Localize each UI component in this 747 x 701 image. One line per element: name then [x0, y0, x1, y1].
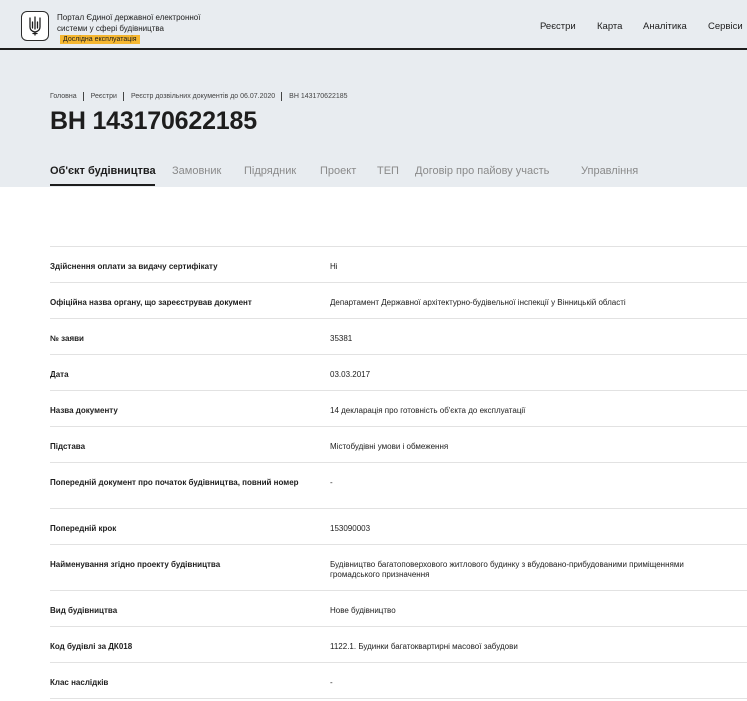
table-row	[50, 391, 747, 427]
row-value: Ні	[330, 262, 338, 271]
row-value: 1122.1. Будинки багатоквартирні масової забудови	[330, 642, 518, 651]
row-value: Містобудівні умови і обмеження	[330, 442, 449, 451]
row-label: Офіційна назва органу, що зареєстрував документ	[50, 298, 252, 307]
table-row	[50, 427, 747, 463]
table-row	[50, 627, 747, 663]
row-label: Попередній документ про початок будівництва, повний номер	[50, 478, 299, 487]
breadcrumb-current: ВН 143170622185	[289, 93, 348, 100]
row-label: Попередній крок	[50, 524, 117, 533]
active-tab-indicator	[50, 184, 155, 186]
row-label: Найменування згідно проекту будівництва	[50, 560, 221, 569]
breadcrumb-registries[interactable]: Реєстри	[90, 93, 117, 100]
tab-management[interactable]: Управління	[581, 165, 639, 177]
breadcrumb	[50, 92, 348, 101]
tab-customer[interactable]: Замовник	[172, 165, 222, 177]
table-row	[50, 283, 747, 319]
row-value: -	[330, 478, 333, 487]
table-row	[50, 545, 747, 591]
row-label: Здійснення оплати за видачу сертифікату	[50, 262, 218, 271]
table-row	[50, 247, 747, 283]
table-row	[50, 663, 747, 699]
row-value: Департамент Державної архітектурно-будівельної інспекції у Вінницькій області	[330, 298, 626, 307]
table-row	[50, 319, 747, 355]
table-row	[50, 355, 747, 391]
row-value: 03.03.2017	[330, 370, 371, 379]
tab-construction-object[interactable]: Об'єкт будівництва	[50, 165, 156, 177]
row-value: 14 декларація про готовність об'єкта до експлуатації	[330, 406, 526, 415]
portal-logo[interactable]	[21, 11, 49, 41]
site-header	[0, 0, 747, 50]
breadcrumb-separator	[123, 92, 124, 101]
row-label: Назва документу	[50, 406, 118, 415]
details-table	[50, 246, 747, 699]
row-label: Клас наслідків	[50, 678, 109, 687]
row-value: 153090003	[330, 524, 371, 533]
trident-icon	[27, 16, 43, 36]
row-value: Нове будівництво	[330, 606, 396, 615]
nav-services[interactable]: Сервіси	[708, 21, 743, 32]
portal-title[interactable]	[57, 13, 217, 45]
page-title: ВН 143170622185	[50, 107, 257, 135]
nav-registries[interactable]: Реєстри	[540, 21, 576, 32]
tab-contractor[interactable]: Підрядник	[244, 165, 297, 177]
row-value: 35381	[330, 334, 353, 343]
beta-badge: Дослідна експлуатація	[60, 35, 140, 44]
portal-title-text: Портал Єдиної державної електронної системи у сфері будівництва	[57, 13, 201, 33]
tab-tep[interactable]: ТЕП	[377, 165, 399, 177]
row-value: -	[330, 678, 333, 687]
nav-map[interactable]: Карта	[597, 21, 623, 32]
row-label: № заяви	[50, 334, 84, 343]
row-label: Дата	[50, 370, 69, 379]
tab-share-agreement[interactable]: Договір про пайову участь	[415, 165, 550, 177]
breadcrumb-registry[interactable]: Реєстр дозвільних документів до 06.07.2020	[130, 93, 276, 100]
tab-project[interactable]: Проект	[320, 165, 357, 177]
breadcrumb-home[interactable]: Головна	[50, 93, 77, 100]
row-label: Підстава	[50, 442, 86, 451]
row-label: Код будівлі за ДК018	[50, 642, 133, 651]
row-label: Вид будівництва	[50, 606, 118, 615]
table-row	[50, 463, 747, 509]
breadcrumb-separator	[83, 92, 84, 101]
nav-analytics[interactable]: Аналітика	[643, 21, 687, 32]
row-value: Будівництво багатоповерхового житлового будинку з вбудовано-прибудованими приміщеннями громадського призначення	[330, 560, 684, 579]
table-row	[50, 591, 747, 627]
table-row	[50, 509, 747, 545]
breadcrumb-separator	[281, 92, 282, 101]
